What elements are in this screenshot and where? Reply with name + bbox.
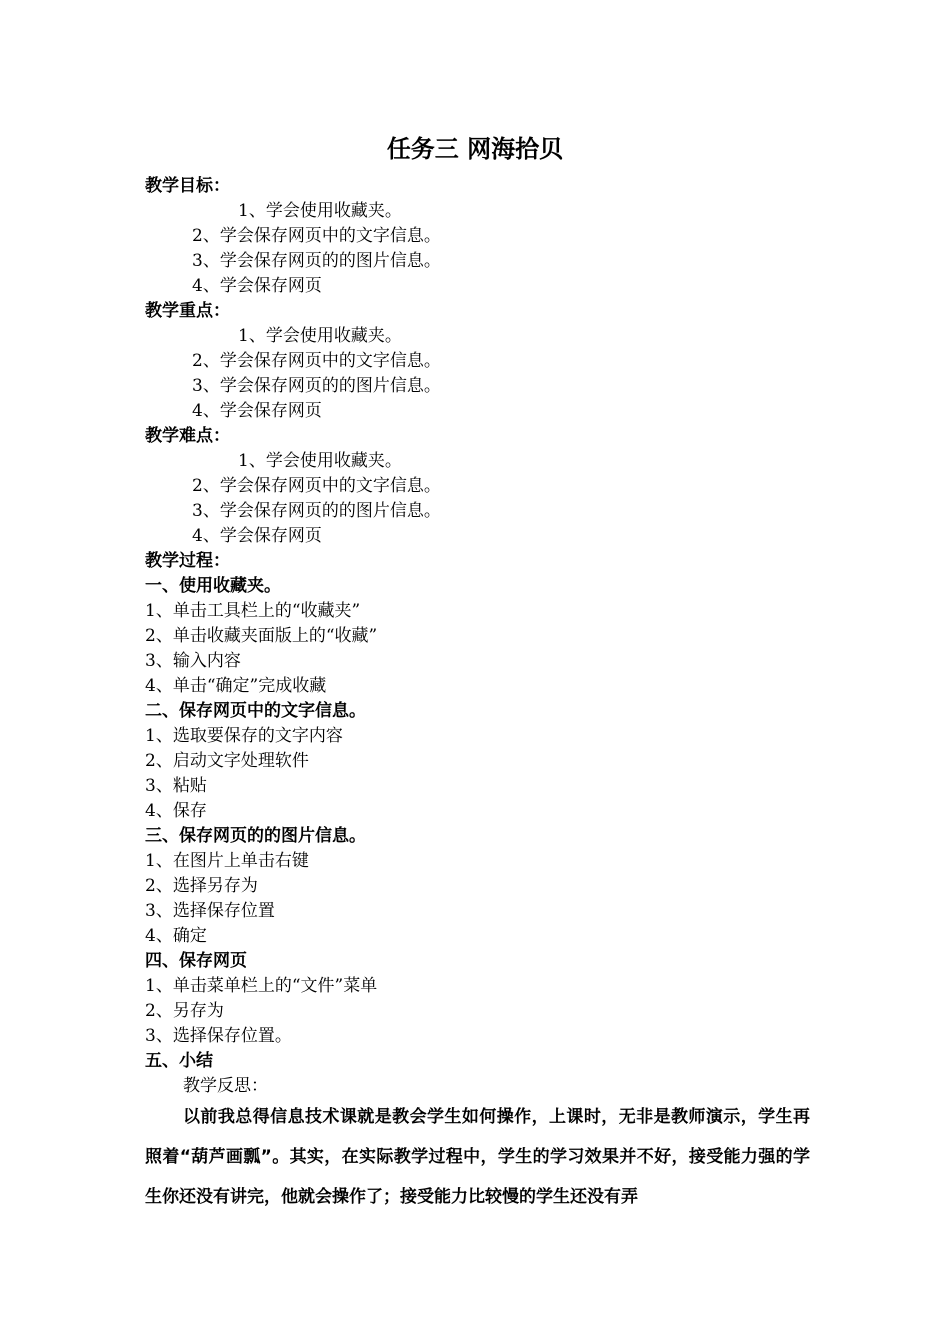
step-item: 1、单击工具栏上的“收藏夹”: [145, 601, 361, 621]
objective-item: 4、学会保存网页: [192, 276, 322, 296]
section-heading: 二、保存网页中的文字信息。: [145, 701, 366, 721]
step-item: 4、保存: [145, 801, 207, 821]
difficulties-heading: 教学难点：: [145, 426, 230, 446]
step-item: 2、单击收藏夹面版上的“收藏”: [145, 626, 378, 646]
section-heading: 三、保存网页的的图片信息。: [145, 826, 366, 846]
difficulty-item: 1、学会使用收藏夹。: [238, 451, 402, 471]
step-item: 3、选择保存位置。: [145, 1026, 292, 1046]
objective-item: 2、学会保存网页中的文字信息。: [192, 226, 441, 246]
key-point-item: 2、学会保存网页中的文字信息。: [192, 351, 441, 371]
reflection-paragraph: 以前我总得信息技术课就是教会学生如何操作，上课时，无非是教师演示，学生再照着“葫芦画瓢”。其实，在实际教学过程中，学生的学习效果并不好，接受能力强的学生你还没有讲完，他就会操作了；接受能力比较慢的学生还没有弄: [145, 1107, 810, 1207]
step-item: 1、在图片上单击右键: [145, 851, 309, 871]
key-point-item: 3、学会保存网页的的图片信息。: [192, 376, 441, 396]
step-item: 3、选择保存位置: [145, 901, 275, 921]
step-item: 2、启动文字处理软件: [145, 751, 309, 771]
step-item: 1、选取要保存的文字内容: [145, 726, 343, 746]
section-heading: 五、小结: [145, 1051, 213, 1071]
step-item: 4、确定: [145, 926, 207, 946]
step-item: 2、选择另存为: [145, 876, 258, 896]
objective-item: 1、学会使用收藏夹。: [238, 201, 402, 221]
lesson-plan-body: [145, 174, 810, 1099]
step-item: 4、单击“确定”完成收藏: [145, 676, 327, 696]
objective-item: 3、学会保存网页的的图片信息。: [192, 251, 441, 271]
difficulty-item: 3、学会保存网页的的图片信息。: [192, 501, 441, 521]
step-item: 2、另存为: [145, 1001, 224, 1021]
process-heading: 教学过程：: [145, 551, 230, 571]
key-point-item: 1、学会使用收藏夹。: [238, 326, 402, 346]
step-item: 1、单击菜单栏上的“文件”菜单: [145, 976, 378, 996]
section-heading: 四、保存网页: [145, 951, 247, 971]
objectives-heading: 教学目标：: [145, 176, 230, 196]
step-item: 3、粘贴: [145, 776, 207, 796]
document-title: 任务三 网海拾贝: [386, 135, 564, 163]
difficulty-item: 4、学会保存网页: [192, 526, 322, 546]
key-point-item: 4、学会保存网页: [192, 401, 322, 421]
difficulty-item: 2、学会保存网页中的文字信息。: [192, 476, 441, 496]
key-points-heading: 教学重点：: [145, 301, 230, 321]
reflection-heading: 教学反思：: [183, 1076, 268, 1096]
step-item: 3、输入内容: [145, 651, 241, 671]
section-heading: 一、使用收藏夹。: [145, 576, 281, 596]
